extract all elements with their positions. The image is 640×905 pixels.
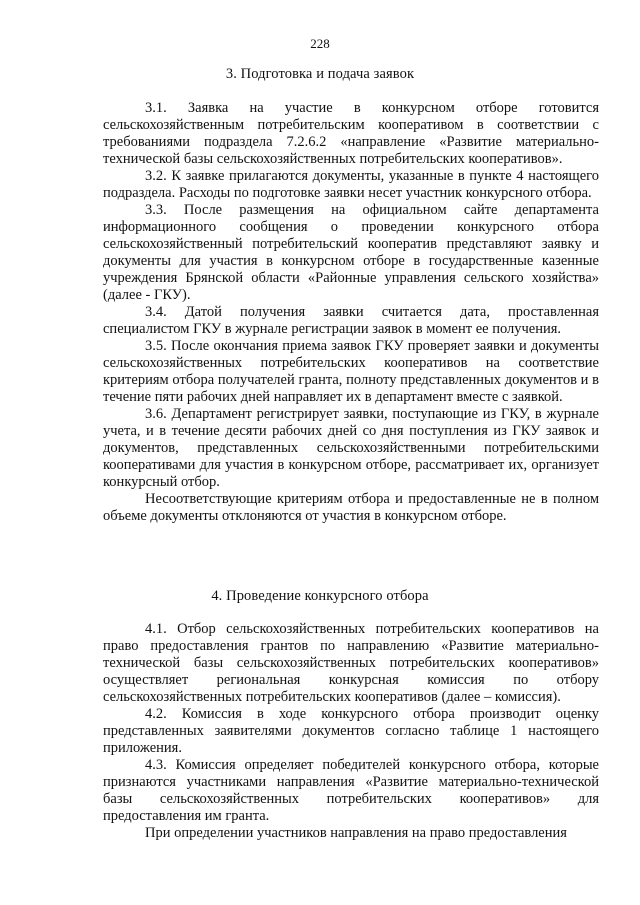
paragraph-4-1: 4.1. Отбор сельскохозяйственных потребительских кооперативов на право предоставления грантов по направлению «Развитие материально-технической базы сельскохозяйственных потребительских кооперативов» осуществляет региональная конкурсная комиссия по отбору сельскохозяйственных потребительских кооперативов (далее – комиссия). bbox=[103, 621, 599, 705]
paragraph-4-2: 4.2. Комиссия в ходе конкурсного отбора производит оценку представленных заявителями документов согласно таблице 1 настоящего приложения. bbox=[103, 706, 599, 756]
paragraph-4-4: При определении участников направления на право предоставления bbox=[145, 825, 567, 841]
section-4-body bbox=[103, 621, 599, 842]
paragraph-3-3: 3.3. После размещения на официальном сайте департамента информационного сообщения о проведении конкурсного отбора сельскохозяйственный потребительский кооператив представляют заявку и документы для участия в конкурсном отборе в государственные казенные учреждения Брянской области «Районные управления сельского хозяйства» (далее - ГКУ). bbox=[103, 202, 599, 303]
paragraph-3-2: 3.2. К заявке прилагаются документы, указанные в пункте 4 настоящего подраздела. Расходы по подготовке заявки несет участник конкурсного отбора. bbox=[103, 168, 599, 201]
paragraph-3-6-note: Несоответствующие критериям отбора и предоставленные не в полном объеме документы отклоняются от участия в конкурсном отборе. bbox=[103, 491, 599, 524]
section-3-title: 3. Подготовка и подача заявок bbox=[225, 66, 415, 82]
paragraph-3-4: 3.4. Датой получения заявки считается дата, проставленная специалистом ГКУ в журнале регистрации заявок в момент ее получения. bbox=[103, 304, 599, 337]
page-number: 228 bbox=[310, 36, 330, 51]
section-4-title: 4. Проведение конкурсного отбора bbox=[211, 588, 429, 604]
paragraph-3-1: 3.1. Заявка на участие в конкурсном отборе готовится сельскохозяйственным потребительским кооперативом в соответствии с требованиями подраздела 7.2.6.2 «направление «Развитие материально-технической базы сельскохозяйственных потребительских кооперативов». bbox=[103, 100, 599, 167]
paragraph-4-3: 4.3. Комиссия определяет победителей конкурсного отбора, которые признаются участниками направления «Развитие материально-технической базы сельскохозяйственных потребительских кооперативов» для предоставления им гранта. bbox=[103, 757, 599, 824]
paragraph-3-5: 3.5. После окончания приема заявок ГКУ проверяет заявки и документы сельскохозяйственных потребительских кооперативов на соответствие критериям отбора получателей гранта, полноту представленных документов и в течение пяти рабочих дней направляет их в департамент вместе с заявкой. bbox=[103, 338, 599, 405]
paragraph-3-6: 3.6. Департамент регистрирует заявки, поступающие из ГКУ, в журнале учета, и в течение десяти рабочих дней со дня поступления из ГКУ заявок и документов, представленных сельскохозяйственными потребительскими кооперативами для участия в конкурсном отборе, рассматривает их, организует конкурсный отбор. bbox=[103, 406, 599, 490]
section-3-body bbox=[103, 100, 599, 525]
